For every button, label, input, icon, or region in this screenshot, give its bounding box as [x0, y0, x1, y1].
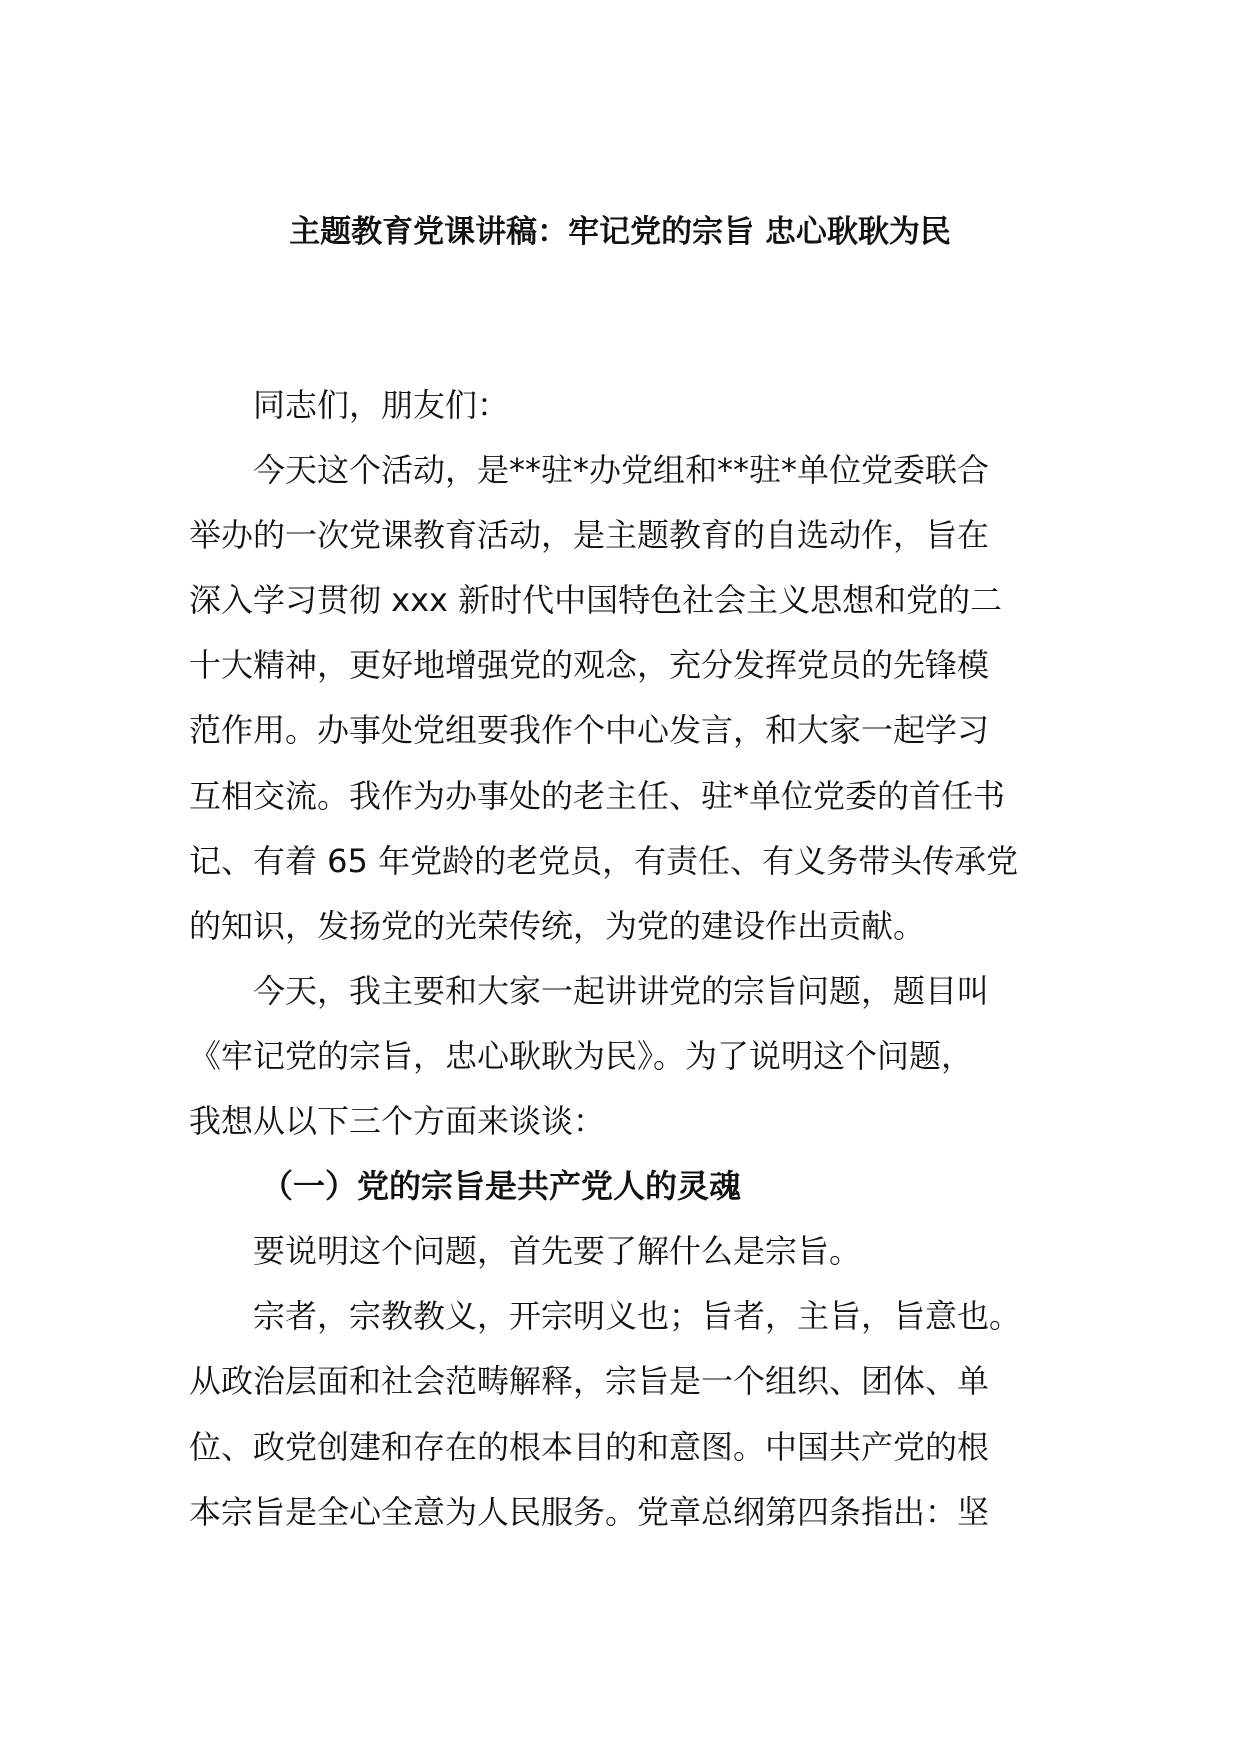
paragraph-line: 深入学习贯彻 xxx 新时代中国特色社会主义思想和党的二	[189, 581, 1003, 620]
document-title: 主题教育党课讲稿：牢记党的宗旨 忠心耿耿为民	[289, 214, 951, 250]
paragraph-line: 《牢记党的宗旨，忠心耿耿为民》。为了说明这个问题，	[189, 1036, 974, 1075]
paragraph-line: 要说明这个问题，首先要了解什么是宗旨。	[253, 1232, 862, 1271]
document-body	[189, 373, 1069, 1545]
paragraph-line: 的知识，发扬党的光荣传统，为党的建设作出贡献。	[189, 906, 926, 945]
salutation-line: 同志们，朋友们：	[253, 386, 510, 424]
section-heading: （一）党的宗旨是共产党人的灵魂	[261, 1167, 742, 1206]
paragraph-line: 我想从以下三个方面来谈谈：	[189, 1102, 606, 1141]
paragraph-line: 今天这个活动，是**驻*办党组和**驻*单位党委联合	[253, 451, 990, 490]
paragraph-line: 举办的一次党课教育活动，是主题教育的自选动作，旨在	[189, 516, 990, 555]
paragraph-line: 范作用。办事处党组要我作个中心发言，和大家一起学习	[189, 711, 990, 750]
paragraph-line: 宗者，宗教教义，开宗明义也；旨者，主旨，旨意也。	[253, 1297, 1022, 1336]
paragraph-line: 位、政党创建和存在的根本目的和意图。中国共产党的根	[189, 1427, 990, 1466]
paragraph-line: 互相交流。我作为办事处的老主任、驻*单位党委的首任书	[189, 776, 1006, 815]
paragraph-line: 今天，我主要和大家一起讲讲党的宗旨问题，题目叫	[253, 971, 990, 1010]
paragraph-line: 记、有着 65 年党龄的老党员，有责任、有义务带头传承党	[189, 841, 1019, 880]
paragraph-line: 十大精神，更好地增强党的观念，充分发挥党员的先锋模	[189, 646, 990, 685]
paragraph-line: 从政治层面和社会范畴解释，宗旨是一个组织、团体、单	[189, 1362, 990, 1401]
paragraph-line: 本宗旨是全心全意为人民服务。党章总纲第四条指出：坚	[189, 1492, 990, 1531]
